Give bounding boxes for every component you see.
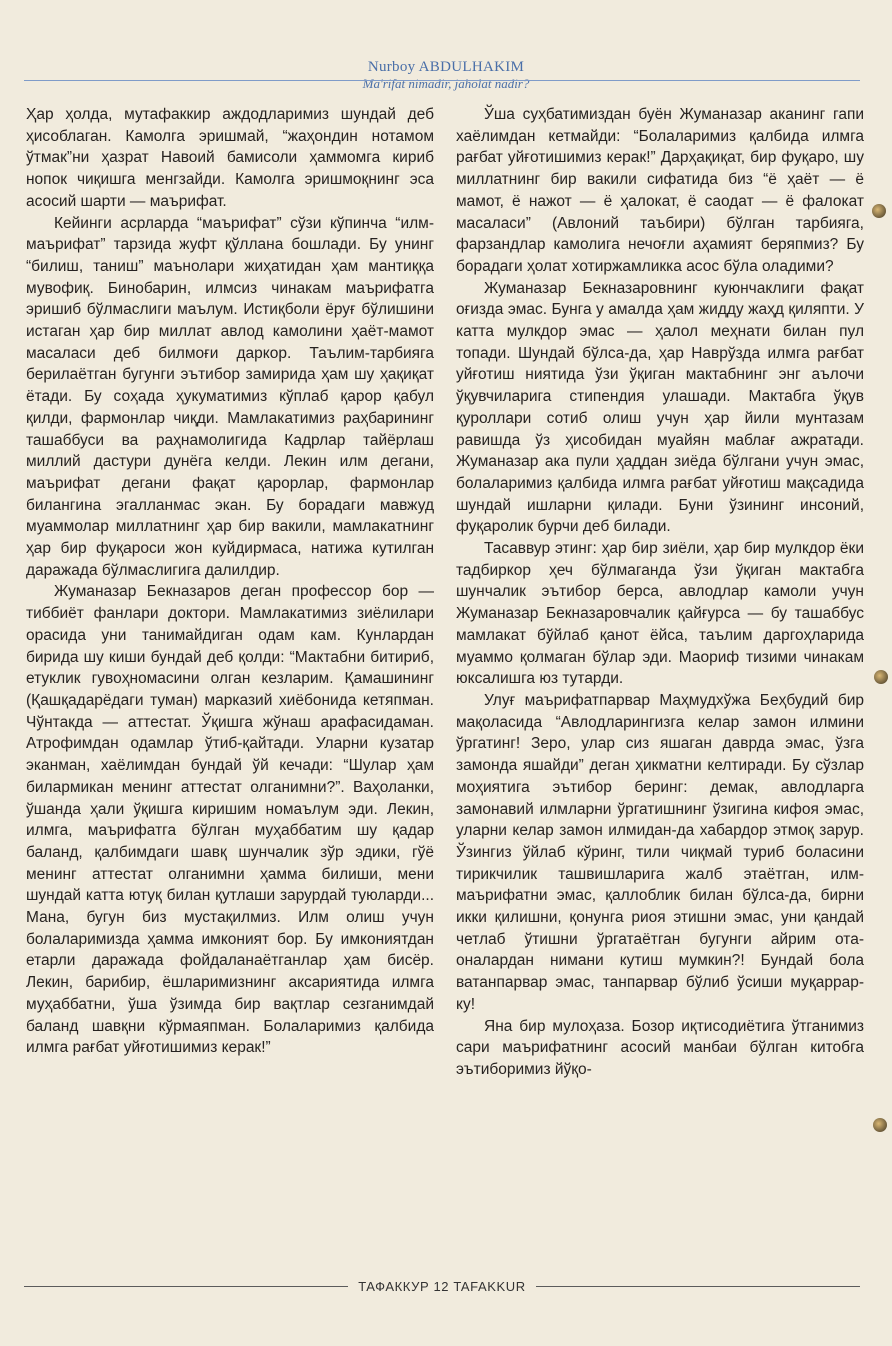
- paragraph: Ҳар ҳолда, мутафаккир аждодларимиз шундай деб ҳисоблаган. Камолга эришмай, “жаҳондин нотамом ўтмак”ни ҳазрат Навоий бамисоли ҳаммомга кириб нопок чиқишга менгзайди. Камолга эришмоқнинг эса асосий шарти — маърифат.: [26, 106, 434, 210]
- paragraph: Тасаввур этинг: ҳар бир зиёли, ҳар бир мулкдор ёки тадбиркор ҳеч бўлмаганда ўзи ўқиган мактабга шунчалик эътибор берса, авлодлар камоли учун Жуманазар Бекназаровчалик қайғурса — бу ташаббус мамлакат бўйлаб қанот ёйса, таълим даргоҳларида муаммо қолмаган бўлар эди. Маориф тизими чинакам юксалишга юз тутарди.: [456, 540, 864, 688]
- header-rule: [24, 80, 860, 81]
- paragraph: Улуғ маърифатпарвар Маҳмудхўжа Беҳбудий бир мақоласида “Авлодларингизга келар замон илмини ўргатинг! Зеро, улар сиз яшаган даврда эмас, ўзга замонда яшайди” деган ҳикматни келтиради. Бу сўзлар моҳиятига эътибор беринг: демак, авлодларга замонавий илмларни ўргатишнинг ўзигина кифоя эмас, уларни келар замон илмидан-да хабардор этмоқ зарур. Ўзингиз ўйлаб кўринг, тили чиқмай туриб боласини тирикчилик ташвишларига жалб этаётган, илм-маърифатни эмас, қаллоблик билан бўлса-да, бирни икки қилишни, қонунга риоя этишни эмас, уни қандай четлаб ўтишни ўргатаётган бугунги айрим ота-оналардан нимани кутиш мумкин?! Бундай бола ватанпарвар эмас, танпарвар бўлиб ўсиши муқаррар-ку!: [456, 691, 864, 1013]
- footer-rule-right: [536, 1286, 860, 1287]
- footer-rule-left: [24, 1286, 348, 1287]
- right-column: [456, 104, 864, 1244]
- paragraph: Ўша суҳбатимиздан буён Жуманазар аканинг гапи хаёлимдан кетмайди: “Болаларимиз қалбида илмга рағбат уйғотишимиз керак!” Дарҳақиқат, бир фуқаро, шу миллатнинг бир вакили сифатида биз “ё ҳаёт — ё мамот, ё нажот — ё ҳалокат, ё саодат — ё фалокат масаласи” (Авлоний таъбири) бўлган тарбияга, фарзандлар камолига нечоғли аҳамият беряпмиз? Бу борадаги ҳолат хотиржамликка асос бўла оладими?: [456, 106, 864, 275]
- paragraph: Кейинги асрларда “маърифат” сўзи кўпинча “илм-маърифат” тарзида жуфт қўллана бошлади. Бу унинг “билиш, таниш” маънолари жиҳатидан ҳам мантиққа мувофиқ. Бинобарин, илмсиз чинакам маърифатга эришиб бўлмаслиги маълум. Истиқболи ёруғ бўлишини истаган ҳар бир миллат авлод камолини ҳаёт-мамот масаласи деб билмоғи даркор. Таълим-тарбияга берилаётган бугунги эътибор замирида ҳам шу ҳақиқат ётади. Бу соҳада ҳукуматимиз кўплаб қарор қабул қилди, фармонлар чиқди. Мамлакатимиз раҳбарининг ташаббуси ва раҳнамолигида Кадрлар тайёрлаш миллий дастури дунёга келди. Лекин илм дегани, маърифат дегани фақат қарорлар, фармонлар билангина эгалланмас экан. Бу борадаги мавжуд муаммолар миллатнинг ҳар бир вакили, мамлакатнинг ҳар бир фуқароси жон куйдирмаса, натижа кутилган даражада бўлмаслигига далилдир.: [26, 214, 434, 579]
- binding-hole-icon: [873, 1118, 887, 1132]
- paragraph: Жуманазар Бекназаров деган профессор бор — тиббиёт фанлари доктори. Мамлакатимиз зиёлилари орасида уни танимайдиган одам кам. Кунлардан бирида шу киши бундай деб қолди: “Мактабни битириб, етуклик гувоҳномасини олган кезларим. Қамашининг (Қашқадарёдаги туман) марказий хиёбонида кетяпман. Чўнтакда — аттестат. Ўқишга жўнаш арафасидаман. Атрофимдан одамлар ўтиб-қайтади. Уларни кузатар эканман, хаёлимдан бундай ўй кечади: “Шулар ҳам билармикан менинг аттестат олганимни?”. Ваҳоланки, ўшанда ҳали ўқишга киришим номаълум эди. Лекин, илмга, маърифатга бўлган муҳаббатим шу қадар баланд, қалбимдаги шавқ шунчалик зўр эдики, гўё менинг аттестат олганимни ҳамма билиши, мени шундай катта ютуқ билан қутлаши зарурдай туюларди... Мана, бугун биз мустақилмиз. Илм олиш учун болаларимизда ҳамма имконият бор. Бу имкониятдан етарли даражада фойдаланаётганлар ҳам бисёр. Лекин, барибир, ёшларимизнинг аксариятида илмга муҳаббатни, ўша ўзимда бир вақтлар сезганимдай баланд шавқни кўрмаяпман. Болаларимиз қалбида илмга рағбат уйғотишимиз керак!”: [26, 583, 434, 1057]
- page-footer: [24, 1276, 860, 1296]
- left-column: [26, 104, 434, 1244]
- header-author: Nurboy ABDULHAKIM: [367, 59, 525, 75]
- paragraph: Яна бир мулоҳаза. Бозор иқтисодиётига ўтганимиз сари маърифатнинг асосий манбаи бўлган китобга эътиборимиз йўқо-: [456, 1017, 864, 1078]
- header-subtitle: Ma'rifat nimadir, jaholat nadir?: [362, 76, 530, 91]
- paragraph: Жуманазар Бекназаровнинг куюнчаклиги фақат оғизда эмас. Бунга у амалда ҳам жидду жаҳд қиляпти. У катта мулкдор эмас — ҳалол меҳнати билан пул топади. Шундай бўлса-да, ҳар Наврўзда илмга рағбат уйғотиш ниятида ўзи ўқиган мактабнинг энг аълочи ўқувчиларига стипендия улашади. Мактабга ўқув қуроллари сотиб олиш учун ҳар йили мунтазам равишда ўз ҳисобидан муайян маблағ ажратади. Жуманазар ака пули ҳаддан зиёда бўлгани учун эмас, болаларимиз қалбида илмга рағбат уйғотиш мақсадида шундай ишларни қилади. Буни ўзининг инсоний, фуқаролик бурчи деб билади.: [456, 279, 864, 536]
- binding-hole-icon: [874, 670, 888, 684]
- footer-label: ТАФАККУР 12 TAFAKKUR: [358, 1278, 526, 1294]
- binding-hole-icon: [872, 204, 886, 218]
- running-header: [0, 58, 892, 92]
